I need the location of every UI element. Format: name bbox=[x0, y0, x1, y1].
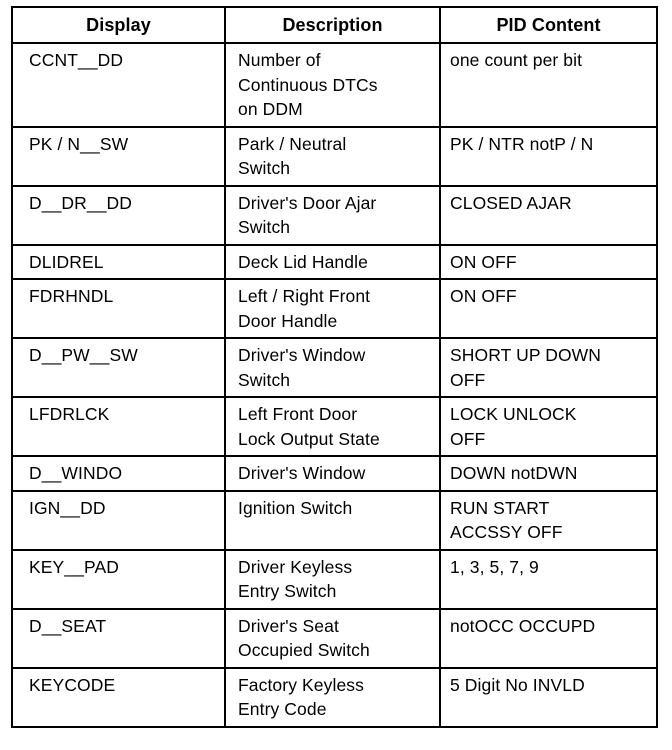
cell-display-text: LFDRLCK bbox=[29, 404, 110, 424]
table-row bbox=[12, 245, 657, 280]
cell-display-text: D__PW__SW bbox=[29, 345, 138, 365]
cell-description-text: Number of Continuous DTCs on DDM bbox=[238, 50, 378, 119]
cell-description-text: Driver's Seat Occupied Switch bbox=[238, 615, 370, 660]
header-row bbox=[12, 7, 657, 43]
cell-pid-content bbox=[440, 338, 657, 397]
cell-display-text: D__DR__DD bbox=[29, 192, 133, 213]
cell-description bbox=[225, 245, 440, 280]
cell-pid-content bbox=[440, 186, 657, 245]
cell-description-text: Deck Lid Handle bbox=[238, 251, 368, 272]
cell-pid-text: RUN START ACCSSY OFF bbox=[450, 497, 563, 542]
cell-display bbox=[12, 609, 225, 668]
cell-display-text: DLIDREL bbox=[29, 251, 104, 272]
cell-display bbox=[12, 43, 225, 127]
cell-description bbox=[225, 609, 440, 668]
cell-pid-content bbox=[440, 609, 657, 668]
cell-display bbox=[12, 397, 225, 456]
cell-description-text: Driver's Window Switch bbox=[238, 345, 366, 390]
cell-display bbox=[12, 279, 225, 338]
cell-pid-content bbox=[440, 43, 657, 127]
cell-description-text: Park / Neutral Switch bbox=[238, 133, 347, 178]
cell-description-text: Left Front Door Lock Output State bbox=[238, 404, 380, 449]
cell-display-text: PK / N__SW bbox=[29, 133, 129, 154]
cell-pid-content bbox=[440, 668, 657, 727]
cell-pid-content bbox=[440, 127, 657, 186]
cell-pid-content bbox=[440, 279, 657, 338]
cell-pid-content bbox=[440, 491, 657, 550]
cell-display bbox=[12, 668, 225, 727]
pid-table bbox=[11, 6, 658, 728]
header-pid-content: PID Content bbox=[440, 7, 657, 43]
cell-description bbox=[225, 279, 440, 338]
cell-display-text: D__WINDO bbox=[29, 463, 123, 483]
cell-display bbox=[12, 245, 225, 280]
cell-description-text: Driver's Window bbox=[238, 463, 366, 483]
cell-pid-text: PK / NTR notP / N bbox=[450, 133, 594, 154]
cell-display bbox=[12, 456, 225, 491]
header-display: Display bbox=[12, 7, 225, 43]
cell-pid-content bbox=[440, 245, 657, 280]
cell-pid-text: DOWN notDWN bbox=[450, 463, 578, 483]
cell-display-text: IGN__DD bbox=[29, 497, 106, 518]
cell-description bbox=[225, 491, 440, 550]
cell-description-text: Ignition Switch bbox=[238, 497, 353, 518]
table-row bbox=[12, 609, 657, 668]
cell-display-text: FDRHNDL bbox=[29, 286, 114, 306]
cell-display-text: CCNT__DD bbox=[29, 50, 124, 70]
table-row bbox=[12, 279, 657, 338]
table-row bbox=[12, 186, 657, 245]
cell-description-text: Factory Keyless Entry Code bbox=[238, 674, 364, 719]
cell-pid-text: LOCK UNLOCK OFF bbox=[450, 404, 577, 449]
cell-pid-content bbox=[440, 550, 657, 609]
cell-display bbox=[12, 338, 225, 397]
cell-description bbox=[225, 397, 440, 456]
cell-display bbox=[12, 550, 225, 609]
cell-display bbox=[12, 491, 225, 550]
cell-display-text: D__SEAT bbox=[29, 615, 107, 636]
cell-pid-text: ON OFF bbox=[450, 251, 517, 272]
cell-pid-text: notOCC OCCUPD bbox=[450, 615, 596, 636]
table-row bbox=[12, 456, 657, 491]
cell-pid-content bbox=[440, 456, 657, 491]
cell-pid-text: 1, 3, 5, 7, 9 bbox=[450, 556, 539, 577]
cell-display bbox=[12, 186, 225, 245]
cell-pid-text: 5 Digit No INVLD bbox=[450, 674, 585, 695]
cell-pid-text: one count per bit bbox=[450, 50, 583, 70]
cell-description bbox=[225, 668, 440, 727]
cell-pid-text: CLOSED AJAR bbox=[450, 192, 572, 213]
table-row bbox=[12, 397, 657, 456]
cell-display bbox=[12, 127, 225, 186]
cell-pid-text: SHORT UP DOWN OFF bbox=[450, 345, 602, 390]
cell-description bbox=[225, 43, 440, 127]
cell-display-text: KEY__PAD bbox=[29, 556, 119, 577]
table-row bbox=[12, 127, 657, 186]
cell-description bbox=[225, 456, 440, 491]
cell-pid-content bbox=[440, 397, 657, 456]
table-row bbox=[12, 668, 657, 727]
cell-display-text: KEYCODE bbox=[29, 674, 116, 695]
cell-description-text: Driver's Door Ajar Switch bbox=[238, 192, 377, 237]
table-row bbox=[12, 338, 657, 397]
pid-table-container bbox=[11, 6, 656, 728]
table-row bbox=[12, 491, 657, 550]
header-description: Description bbox=[225, 7, 440, 43]
cell-description bbox=[225, 338, 440, 397]
cell-pid-text: ON OFF bbox=[450, 286, 517, 306]
cell-description bbox=[225, 127, 440, 186]
table-row bbox=[12, 550, 657, 609]
cell-description bbox=[225, 186, 440, 245]
cell-description-text: Driver Keyless Entry Switch bbox=[238, 556, 353, 601]
cell-description-text: Left / Right Front Door Handle bbox=[238, 286, 371, 331]
cell-description bbox=[225, 550, 440, 609]
table-row bbox=[12, 43, 657, 127]
